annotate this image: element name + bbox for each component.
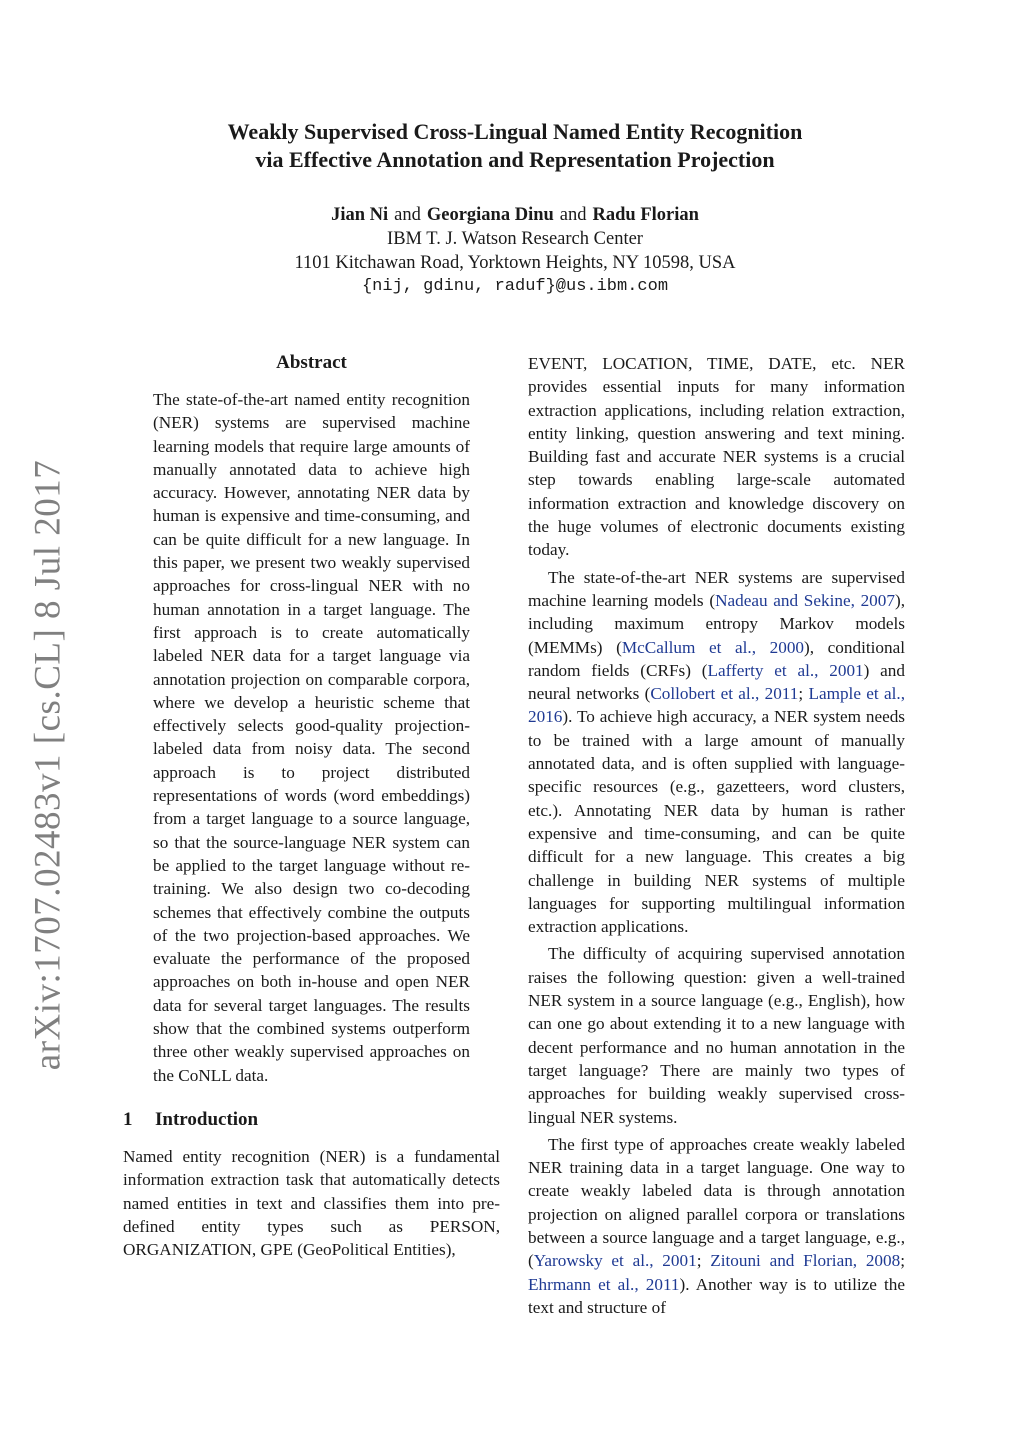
intro-paragraph-4 <box>528 1133 905 1319</box>
paragraph-text: ). To achieve high accuracy, a NER system needs to be trained with a large amount of manually annotated data, and is often supplied with language-specific resources (e.g., gazetteers, word clusters, etc.). Annotating NER data by human is rather expensive and time-consuming, and can be quite difficult for a new language. This creates a big challenge in building NER systems of multiple languages for supporting multilingual information extraction applications. <box>528 707 905 937</box>
section-number: 1 <box>123 1108 133 1130</box>
paragraph-text: ). Another way is to utilize the text and structure of <box>528 1274 906 1317</box>
author-separator: and <box>394 205 421 225</box>
title-line-2: via Effective Annotation and Representation Projection <box>255 147 775 172</box>
citation-link[interactable]: Lafferty et al., 2001 <box>707 660 864 680</box>
section-title: Introduction <box>155 1108 259 1130</box>
paragraph-text: ), including maximum entropy Markov models (MEMMs) ( <box>528 590 905 657</box>
left-column <box>123 350 500 1261</box>
citation-link[interactable]: Lample et al., 2016 <box>528 684 906 727</box>
arxiv-identifier-stamp <box>8 459 88 1071</box>
author-separator: and <box>559 205 587 225</box>
right-column <box>528 352 905 1319</box>
title-line-1: Weakly Supervised Cross-Lingual Named Entity Recognition <box>227 119 803 144</box>
paragraph-text: ; <box>900 1251 905 1271</box>
citation-link[interactable]: Ehrmann et al., 2011 <box>528 1274 680 1294</box>
abstract-heading: Abstract <box>276 352 347 373</box>
author-name: Radu Florian <box>592 205 699 225</box>
citation-link[interactable]: McCallum et al., 2000 <box>621 637 805 657</box>
intro-paragraph-1-continued: EVENT, LOCATION, TIME, DATE, etc. NER provides essential inputs for many information extraction applications, including relation extraction, entity linking, question answering and text mining. Building fast and accurate NER systems is a crucial step towards enabling large-scale automated information extraction and knowledge discovery on the huge volumes of electronic documents existing today. <box>528 354 905 560</box>
author-emails: {nij, gdinu, raduf}@us.ibm.com <box>361 277 669 296</box>
affiliation: IBM T. J. Watson Research Center <box>387 229 643 249</box>
paragraph-text: ), conditional random fields (CRFs) ( <box>528 637 905 680</box>
author-name: Georgiana Dinu <box>426 205 554 225</box>
paragraph-text: The first type of approaches create weakly labeled NER training data in a target language. One way to create weakly labeled data is through annotation projection on aligned parallel corpora or translations between a source language and a target language, e.g., ( <box>528 1134 905 1271</box>
paper-title <box>120 118 910 174</box>
abstract-text: The state-of-the-art named entity recognition (NER) systems are supervised machine learning models that require large amounts of manually annotated data to achieve high accuracy. However, annotating NER data by human is expensive and time-consuming, and can be quite difficult for a new language. In this paper, we present two weakly supervised approaches for cross-lingual NER with no human annotation in a target language. The first approach is to create automatically labeled NER data for a target language via annotation projection on comparable corpora, where we develop a heuristic scheme that effectively selects good-quality projection-labeled data from noisy data. The second approach is to project distributed representations of words (word embeddings) from a target language to a source language, so that the source-language NER system can be applied to the target language without re-training. We also design two co-decoding schemes that effectively combine the outputs of the two projection-based approaches. We evaluate the performance of the proposed approaches on both in-house and open NER data for several target languages. The results show that the combined systems outperform three other weakly supervised approaches on the CoNLL data. <box>153 390 470 1085</box>
paragraph-text: ; <box>798 684 809 704</box>
author-name: Jian Ni <box>331 205 389 225</box>
author-block <box>120 203 910 299</box>
paragraph-text: The state-of-the-art NER systems are supervised machine learning models ( <box>528 567 905 610</box>
citation-link[interactable]: Yarowsky et al., 2001 <box>533 1251 697 1271</box>
section-heading-introduction <box>123 1107 500 1133</box>
citation-link[interactable]: Collobert et al., 2011 <box>650 684 799 704</box>
intro-paragraph-2 <box>528 566 905 939</box>
citation-link[interactable]: Zitouni and Florian, 2008 <box>710 1251 901 1271</box>
arxiv-identifier-text: arXiv:1707.02483v1 [cs.CL] 8 Jul 2017 <box>27 459 69 1071</box>
citation-link[interactable]: Nadeau and Sekine, 2007 <box>715 590 895 610</box>
paragraph-text: ) and neural networks ( <box>528 660 905 704</box>
intro-paragraph-3: The difficulty of acquiring supervised annotation raises the following question: given a well-trained NER system in a source language (e.g., English), how can one go about extending it to a new language with decent performance and no human annotation in the target language? There are mainly two types of approaches for building weakly supervised cross-lingual NER systems. <box>528 944 905 1127</box>
intro-paragraph-1-start: Named entity recognition (NER) is a fundamental information extraction task that automatically detects named entities in text and classifies them into pre-defined entity types such as PERSON, ORGANIZATION, GPE (GeoPolitical Entities), <box>123 1146 500 1260</box>
author-names <box>120 203 910 227</box>
address: 1101 Kitchawan Road, Yorktown Heights, NY 10598, USA <box>294 253 736 273</box>
paragraph-text: ; <box>696 1251 711 1271</box>
